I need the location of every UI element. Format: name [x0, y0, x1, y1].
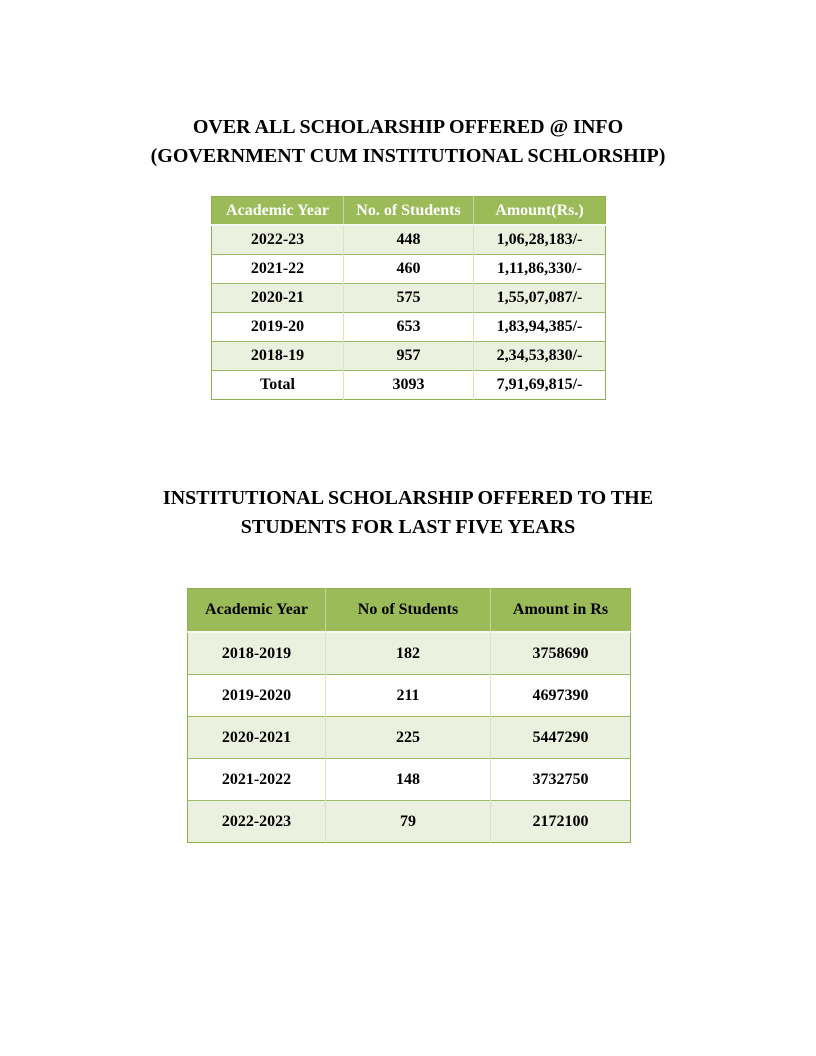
- overall-scholarship-table: [211, 196, 606, 400]
- table-cell: 3758690: [491, 632, 631, 675]
- table-cell: 2022-2023: [188, 801, 326, 843]
- column-header: No. of Students: [344, 197, 474, 226]
- column-header: Amount(Rs.): [474, 197, 606, 226]
- table-row: [188, 801, 631, 843]
- table-cell: 79: [326, 801, 491, 843]
- column-header: Academic Year: [188, 589, 326, 633]
- column-header: No of Students: [326, 589, 491, 633]
- table-cell: 2020-2021: [188, 717, 326, 759]
- table-cell: 448: [344, 225, 474, 255]
- table-cell: 2019-2020: [188, 675, 326, 717]
- section2-title-line2: STUDENTS FOR LAST FIVE YEARS: [240, 516, 576, 538]
- table-cell: Total: [212, 371, 344, 400]
- table-cell: 3732750: [491, 759, 631, 801]
- table-body: [188, 632, 631, 843]
- table-cell: 2,34,53,830/-: [474, 342, 606, 371]
- section2-title: [0, 484, 816, 542]
- table-cell: 4697390: [491, 675, 631, 717]
- column-header: Amount in Rs: [491, 589, 631, 633]
- table-row: [188, 675, 631, 717]
- table-cell: 575: [344, 284, 474, 313]
- table-body: [212, 225, 606, 400]
- table-cell: 1,55,07,087/-: [474, 284, 606, 313]
- table-cell: 2172100: [491, 801, 631, 843]
- table-header-row: [188, 589, 631, 633]
- table-cell: 3093: [344, 371, 474, 400]
- table-cell: 653: [344, 313, 474, 342]
- table-cell: 2020-21: [212, 284, 344, 313]
- section2-title-line1: INSTITUTIONAL SCHOLARSHIP OFFERED TO THE: [162, 487, 654, 509]
- table-row: [188, 632, 631, 675]
- table-cell: 5447290: [491, 717, 631, 759]
- table-cell: 1,11,86,330/-: [474, 255, 606, 284]
- table-cell: 2021-22: [212, 255, 344, 284]
- table-row: [212, 313, 606, 342]
- table-cell: 148: [326, 759, 491, 801]
- table-row: [188, 717, 631, 759]
- table-cell: 182: [326, 632, 491, 675]
- table-cell: 2018-2019: [188, 632, 326, 675]
- table-row: [212, 255, 606, 284]
- table-cell: 2018-19: [212, 342, 344, 371]
- table-cell: 957: [344, 342, 474, 371]
- table-cell: 2022-23: [212, 225, 344, 255]
- section1-title-line1: OVER ALL SCHOLARSHIP OFFERED @ INFO: [192, 116, 624, 138]
- table-row: [188, 759, 631, 801]
- table-cell: 2019-20: [212, 313, 344, 342]
- table-cell: 460: [344, 255, 474, 284]
- table-row: [212, 342, 606, 371]
- section1-title-line2: (GOVERNMENT CUM INSTITUTIONAL SCHLORSHIP): [150, 145, 666, 167]
- table-row: [212, 225, 606, 255]
- table-header-row: [212, 197, 606, 226]
- table-cell: 2021-2022: [188, 759, 326, 801]
- institutional-scholarship-table: [187, 588, 631, 843]
- table-row: [212, 371, 606, 400]
- table-row: [212, 284, 606, 313]
- table-cell: 1,06,28,183/-: [474, 225, 606, 255]
- table-cell: 7,91,69,815/-: [474, 371, 606, 400]
- table-cell: 211: [326, 675, 491, 717]
- table-cell: 225: [326, 717, 491, 759]
- column-header: Academic Year: [212, 197, 344, 226]
- table-cell: 1,83,94,385/-: [474, 313, 606, 342]
- section1-title: [0, 113, 816, 171]
